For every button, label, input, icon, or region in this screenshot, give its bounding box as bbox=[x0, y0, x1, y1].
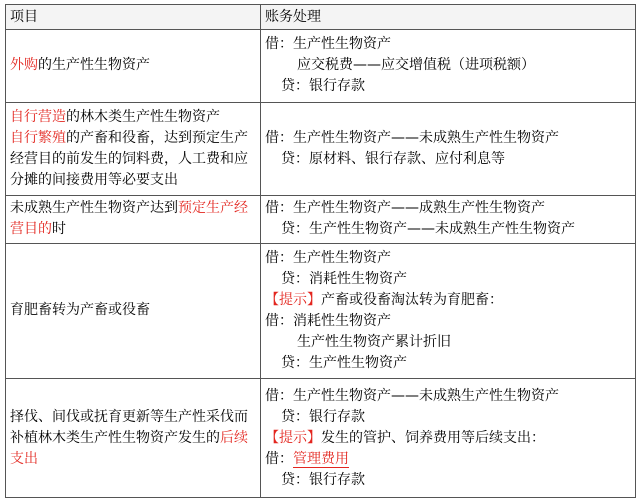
tip-text: 发生的管护、饲养费用等后续支出： bbox=[321, 429, 545, 446]
header-accounting: 账务处理 bbox=[261, 5, 636, 30]
entry-line: 借：生产性生物资产——未成熟生产性生物资产 bbox=[265, 129, 559, 146]
entry-line: 借：生产性生物资产——成熟生产性生物资产 bbox=[265, 200, 545, 217]
item-text: 的生产性生物资产 bbox=[38, 57, 150, 74]
table-row bbox=[6, 102, 636, 195]
item-highlight: 预定生产经营目的 bbox=[10, 200, 248, 238]
entry-line: 贷：生产性生物资产 bbox=[281, 354, 407, 371]
entry-cell bbox=[261, 102, 636, 195]
entry-cell bbox=[261, 379, 636, 498]
table-row bbox=[6, 243, 636, 378]
table-header-row bbox=[6, 5, 636, 30]
entry-line: 生产性生物资产累计折旧 bbox=[297, 333, 451, 350]
item-cell bbox=[6, 30, 261, 103]
item-cell bbox=[6, 195, 261, 243]
tip-label: 【提示】 bbox=[265, 429, 321, 446]
item-text: 的产畜和役畜，达到预定生产经营目的前发生的饲料费，人工费和应分摊的间接费用等必要支出 bbox=[10, 129, 248, 188]
entry-line: 贷：银行存款 bbox=[281, 471, 365, 488]
entry-cell bbox=[261, 30, 636, 103]
table-row bbox=[6, 195, 636, 243]
accounting-table bbox=[5, 4, 636, 498]
entry-line: 借：生产性生物资产 bbox=[265, 249, 391, 266]
entry-line: 贷：银行存款 bbox=[281, 78, 365, 95]
entry-line: 借：消耗性生物资产 bbox=[265, 312, 391, 329]
entry-line: 贷：原材料、银行存款、应付利息等 bbox=[281, 150, 505, 167]
entry-line: 贷：银行存款 bbox=[281, 408, 365, 425]
entry-cell bbox=[261, 243, 636, 378]
item-cell bbox=[6, 379, 261, 498]
item-highlight: 自行营造 bbox=[10, 108, 66, 125]
entry-line: 贷：生产性生物资产——未成熟生产性生物资产 bbox=[281, 221, 575, 238]
table-row bbox=[6, 30, 636, 103]
entry-line bbox=[265, 428, 631, 449]
item-highlight: 自行繁殖 bbox=[10, 129, 66, 146]
item-highlight: 后续支出 bbox=[10, 429, 248, 467]
item-text: 的林木类生产性生物资产 bbox=[66, 108, 220, 125]
entry-line bbox=[265, 290, 631, 311]
item-text: 育肥畜转为产畜或役畜 bbox=[10, 302, 150, 319]
tip-label: 【提示】 bbox=[265, 291, 321, 308]
entry-cell bbox=[261, 195, 636, 243]
entry-line: 借：生产性生物资产 bbox=[265, 36, 391, 53]
entry-highlight: 管理费用 bbox=[293, 450, 349, 467]
table-row bbox=[6, 379, 636, 498]
entry-prefix: 借： bbox=[265, 450, 293, 467]
tip-text: 产畜或役畜淘汰转为育肥畜： bbox=[321, 291, 503, 308]
item-cell bbox=[6, 102, 261, 195]
entry-line: 应交税费——应交增值税（进项税额） bbox=[297, 57, 535, 74]
item-text: 未成熟生产性生物资产达到 bbox=[10, 200, 178, 217]
entry-line: 贷：消耗性生物资产 bbox=[281, 270, 407, 287]
entry-line: 借：生产性生物资产——未成熟生产性生物资产 bbox=[265, 387, 559, 404]
item-cell bbox=[6, 243, 261, 378]
item-text: 时 bbox=[52, 221, 66, 238]
header-item: 项目 bbox=[6, 5, 261, 30]
item-text: 择伐、间伐或抚育更新等生产性采伐而补植林木类生产性生物资产发生的 bbox=[10, 408, 248, 446]
item-highlight: 外购 bbox=[10, 57, 38, 74]
entry-line bbox=[265, 449, 631, 470]
